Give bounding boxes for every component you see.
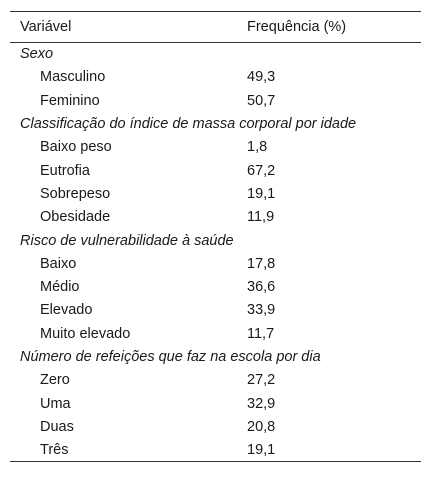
frequency-table-container <box>10 11 421 462</box>
table-row <box>10 206 421 229</box>
section-title-sexo: Sexo <box>20 46 54 63</box>
table-row <box>10 299 421 322</box>
row-value: 11,7 <box>247 325 275 342</box>
row-label: Muito elevado <box>40 325 131 342</box>
header-frequency: Frequência (%) <box>247 12 421 43</box>
row-value: 17,8 <box>247 255 276 272</box>
row-value: 36,6 <box>247 279 276 296</box>
table-row <box>10 369 421 392</box>
row-value: 1,8 <box>247 139 268 156</box>
section-title-risco: Risco de vulnerabilidade à saúde <box>20 232 234 249</box>
section-row <box>10 43 421 66</box>
row-label: Feminino <box>40 92 100 109</box>
section-title-imc: Classificação do índice de massa corporal por idade <box>20 116 357 133</box>
table-row <box>10 275 421 298</box>
table-row <box>10 415 421 438</box>
table-row <box>10 66 421 89</box>
row-label: Três <box>10 439 247 462</box>
table-row <box>10 392 421 415</box>
row-label: Eutrofia <box>40 162 90 179</box>
header-variable: Variável <box>10 12 247 43</box>
row-label: Sobrepeso <box>40 185 111 202</box>
header-row <box>10 12 421 43</box>
section-title-refeicoes: Número de refeições que faz na escola por dia <box>20 349 321 365</box>
table-body <box>10 43 421 462</box>
row-value: 19,1 <box>247 185 276 202</box>
table-row <box>10 89 421 112</box>
row-value: 20,8 <box>247 418 276 435</box>
row-value: 67,2 <box>247 162 276 179</box>
row-label: Obesidade <box>40 209 111 226</box>
section-row <box>10 345 421 368</box>
row-label: Elevado <box>40 302 93 319</box>
row-value: 11,9 <box>247 209 275 226</box>
table-row <box>10 182 421 205</box>
row-label: Zero <box>40 372 70 389</box>
table-row <box>10 439 421 462</box>
row-label: Duas <box>40 418 74 435</box>
table-row <box>10 159 421 182</box>
row-label: Uma <box>40 395 71 412</box>
table-header <box>10 12 421 43</box>
row-value: 50,7 <box>247 92 276 109</box>
section-row <box>10 112 421 135</box>
row-label: Masculino <box>40 69 106 86</box>
section-row <box>10 229 421 252</box>
row-label: Baixo <box>40 255 77 272</box>
table-row <box>10 136 421 159</box>
row-value: 49,3 <box>247 69 276 86</box>
table-row <box>10 252 421 275</box>
row-value: 32,9 <box>247 395 276 412</box>
row-label: Médio <box>40 279 80 296</box>
row-value: 33,9 <box>247 302 276 319</box>
row-value: 27,2 <box>247 372 276 389</box>
row-value: 19,1 <box>247 439 421 462</box>
row-label: Baixo peso <box>40 139 112 156</box>
frequency-table <box>10 11 421 462</box>
table-row <box>10 322 421 345</box>
